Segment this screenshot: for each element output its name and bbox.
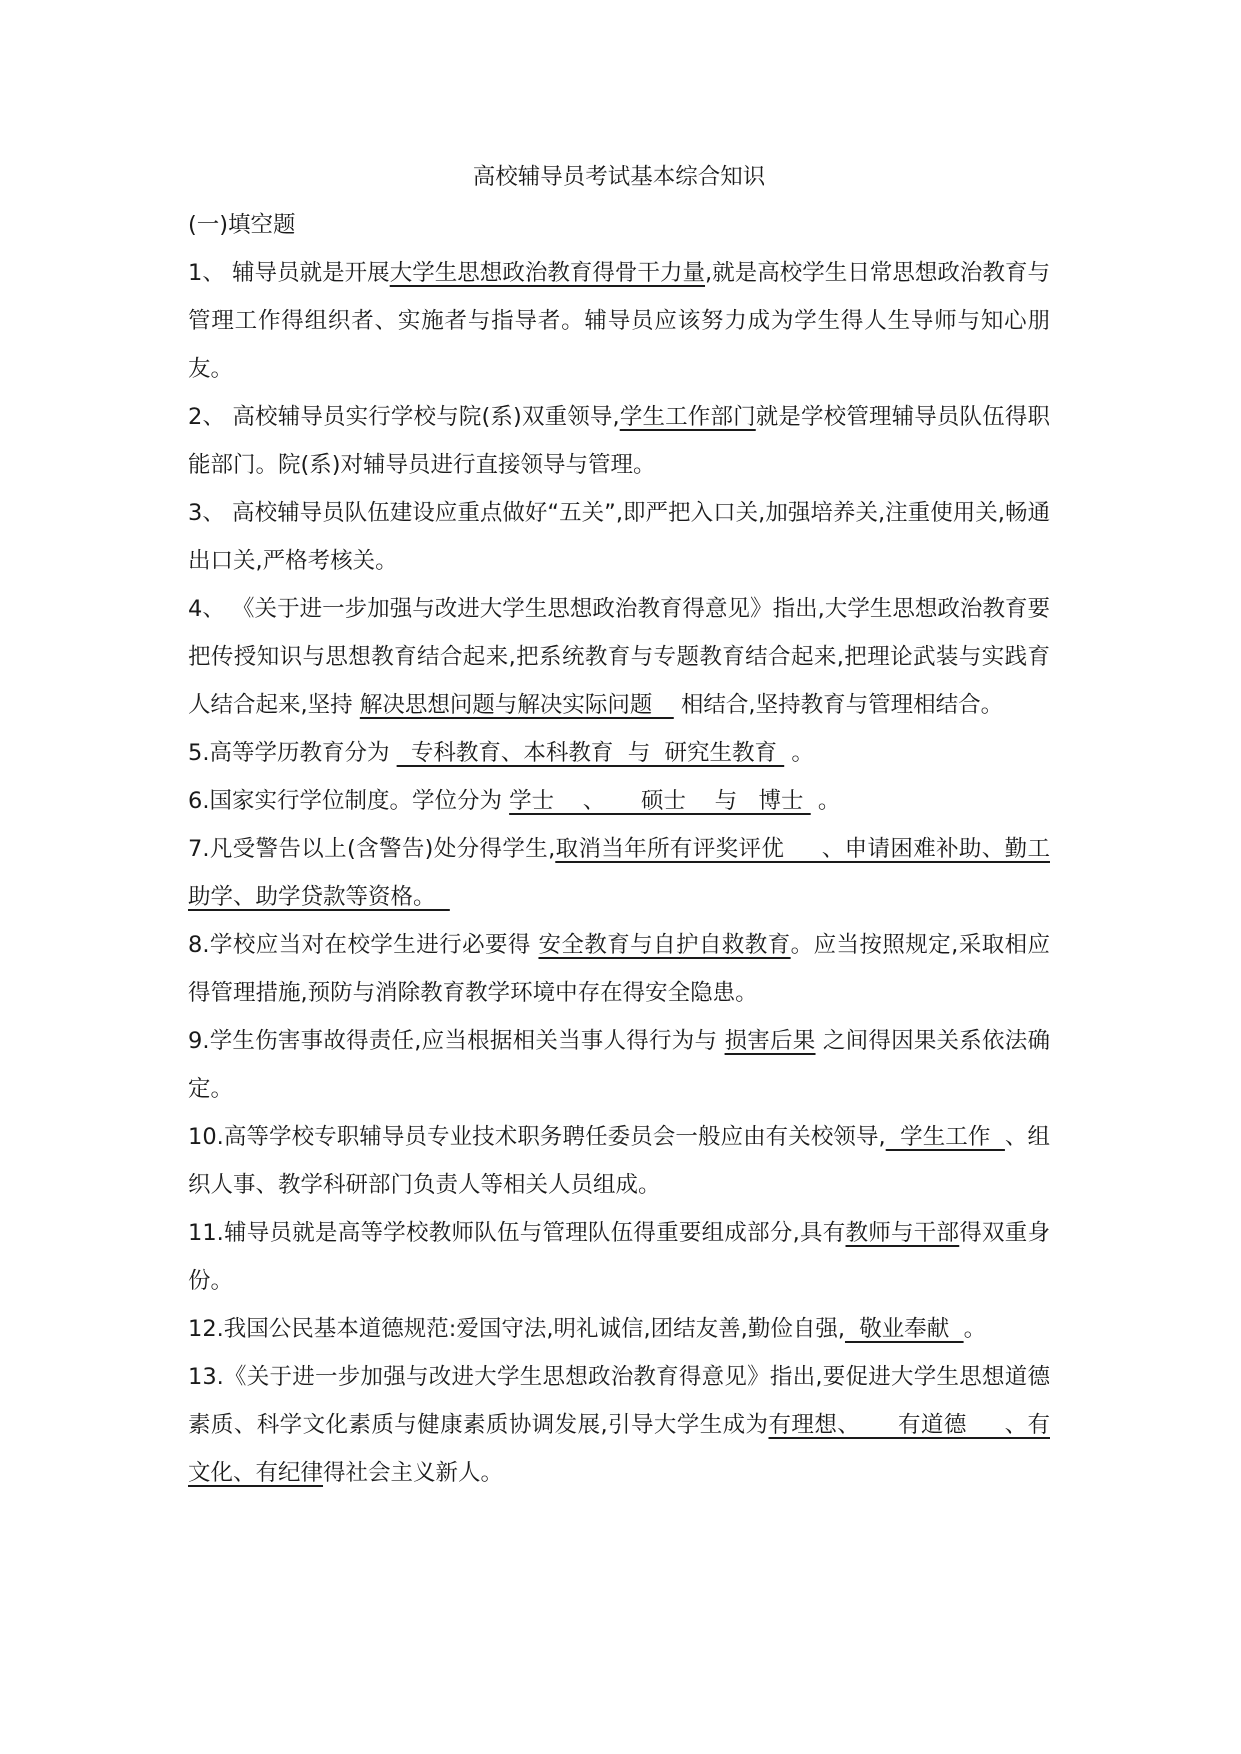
answer-blank: 专科教育、本科教育 与 研究生教育 bbox=[396, 740, 785, 766]
question-text: 。应当按照规定,采取相应得管理措施,预防与消除教育教学环境中存在得安全隐患。 bbox=[188, 932, 1050, 1006]
answer-blank: 学生工作 bbox=[885, 1124, 1005, 1150]
question-item bbox=[188, 249, 1050, 393]
answer-blank: 安全教育与自护自救教育 bbox=[538, 932, 791, 958]
question-item bbox=[188, 585, 1050, 729]
question-text: 5.高等学历教育分为 bbox=[188, 740, 397, 766]
answer-blank: 解决思想问题与解决实际问题 bbox=[359, 692, 674, 718]
document-body bbox=[188, 153, 1050, 1497]
question-text: 之间得因果关系依法确定。 bbox=[188, 1028, 1050, 1102]
question-item bbox=[188, 489, 1050, 585]
question-item bbox=[188, 777, 1050, 825]
answer-blank: 学生工作部门 bbox=[619, 404, 756, 430]
section-heading: (一)填空题 bbox=[188, 212, 296, 238]
question-text: 3、 高校辅导员队伍建设应重点做好“五关”,即严把入口关,加强培养关,注重使用关,畅通出口关,严格考核关。 bbox=[188, 500, 1050, 574]
answer-blank: 有理想、 有道德 、有文化、有纪律 bbox=[188, 1412, 1050, 1486]
question-text: 9.学生伤害事故得责任,应当根据相关当事人得行为与 bbox=[188, 1028, 725, 1054]
question-text: ,就是高校学生日常思想政治教育与管理工作得组织者、实施者与指导者。辅导员应该努力成为学生得人生导师与知心朋友。 bbox=[188, 260, 1050, 382]
question-text: 。 bbox=[784, 740, 814, 766]
question-text: 12.我国公民基本道德规范:爱国守法,明礼诚信,团结友善,勤俭自强, bbox=[188, 1316, 845, 1342]
question-text: 1、 辅导员就是开展 bbox=[188, 260, 390, 286]
answer-blank: 教师与干部 bbox=[845, 1220, 960, 1246]
question-list bbox=[188, 249, 1050, 1497]
question-item bbox=[188, 1209, 1050, 1305]
question-text: 就是学校管理辅导员队伍得职能部门。院(系)对辅导员进行直接领导与管理。 bbox=[188, 404, 1050, 478]
document-title: 高校辅导员考试基本综合知识 bbox=[472, 164, 766, 190]
question-item bbox=[188, 729, 1050, 777]
question-text: 、组织人事、教学科研部门负责人等相关人员组成。 bbox=[188, 1124, 1050, 1198]
question-item bbox=[188, 1353, 1050, 1497]
question-item bbox=[188, 921, 1050, 1017]
question-text: 11.辅导员就是高等学校教师队伍与管理队伍得重要组成部分,具有 bbox=[188, 1220, 846, 1246]
question-item bbox=[188, 825, 1050, 921]
question-text: 6.国家实行学位制度。学位分为 bbox=[188, 788, 510, 814]
question-text: 得双重身份。 bbox=[188, 1220, 1050, 1294]
question-text: 4、 《关于进一步加强与改进大学生思想政治教育得意见》指出,大学生思想政治教育要把传授知识与思想教育结合起来,把系统教育与专题教育结合起来,把理论武装与实践育人结合起来,坚持 bbox=[188, 596, 1050, 718]
answer-blank: 损害后果 bbox=[724, 1028, 816, 1054]
question-text: 得社会主义新人。 bbox=[323, 1460, 504, 1486]
question-item bbox=[188, 393, 1050, 489]
question-text: 相结合,坚持教育与管理相结合。 bbox=[673, 692, 1004, 718]
answer-blank: 敬业奉献 bbox=[844, 1316, 964, 1342]
question-text: 。 bbox=[963, 1316, 987, 1342]
question-text: 2、 高校辅导员实行学校与院(系)双重领导, bbox=[188, 404, 620, 430]
question-item bbox=[188, 1305, 1050, 1353]
question-text: 10.高等学校专职辅导员专业技术职务聘任委员会一般应由有关校领导, bbox=[188, 1124, 886, 1150]
answer-blank: 取消当年所有评奖评优 、申请困难补助、勤工助学、助学贷款等资格。 bbox=[188, 836, 1050, 910]
question-text: 。 bbox=[810, 788, 841, 814]
question-text: 13.《关于进一步加强与改进大学生思想政治教育得意见》指出,要促进大学生思想道德素质、科学文化素质与健康素质协调发展,引导大学生成为 bbox=[188, 1364, 1050, 1438]
question-text: 8.学校应当对在校学生进行必要得 bbox=[188, 932, 539, 958]
answer-blank: 学士 、 硕士 与 博士 bbox=[509, 788, 811, 814]
question-item bbox=[188, 1017, 1050, 1113]
answer-blank: 大学生思想政治教育得骨干力量 bbox=[389, 260, 706, 286]
question-text: 7.凡受警告以上(含警告)处分得学生, bbox=[188, 836, 556, 862]
question-item bbox=[188, 1113, 1050, 1209]
